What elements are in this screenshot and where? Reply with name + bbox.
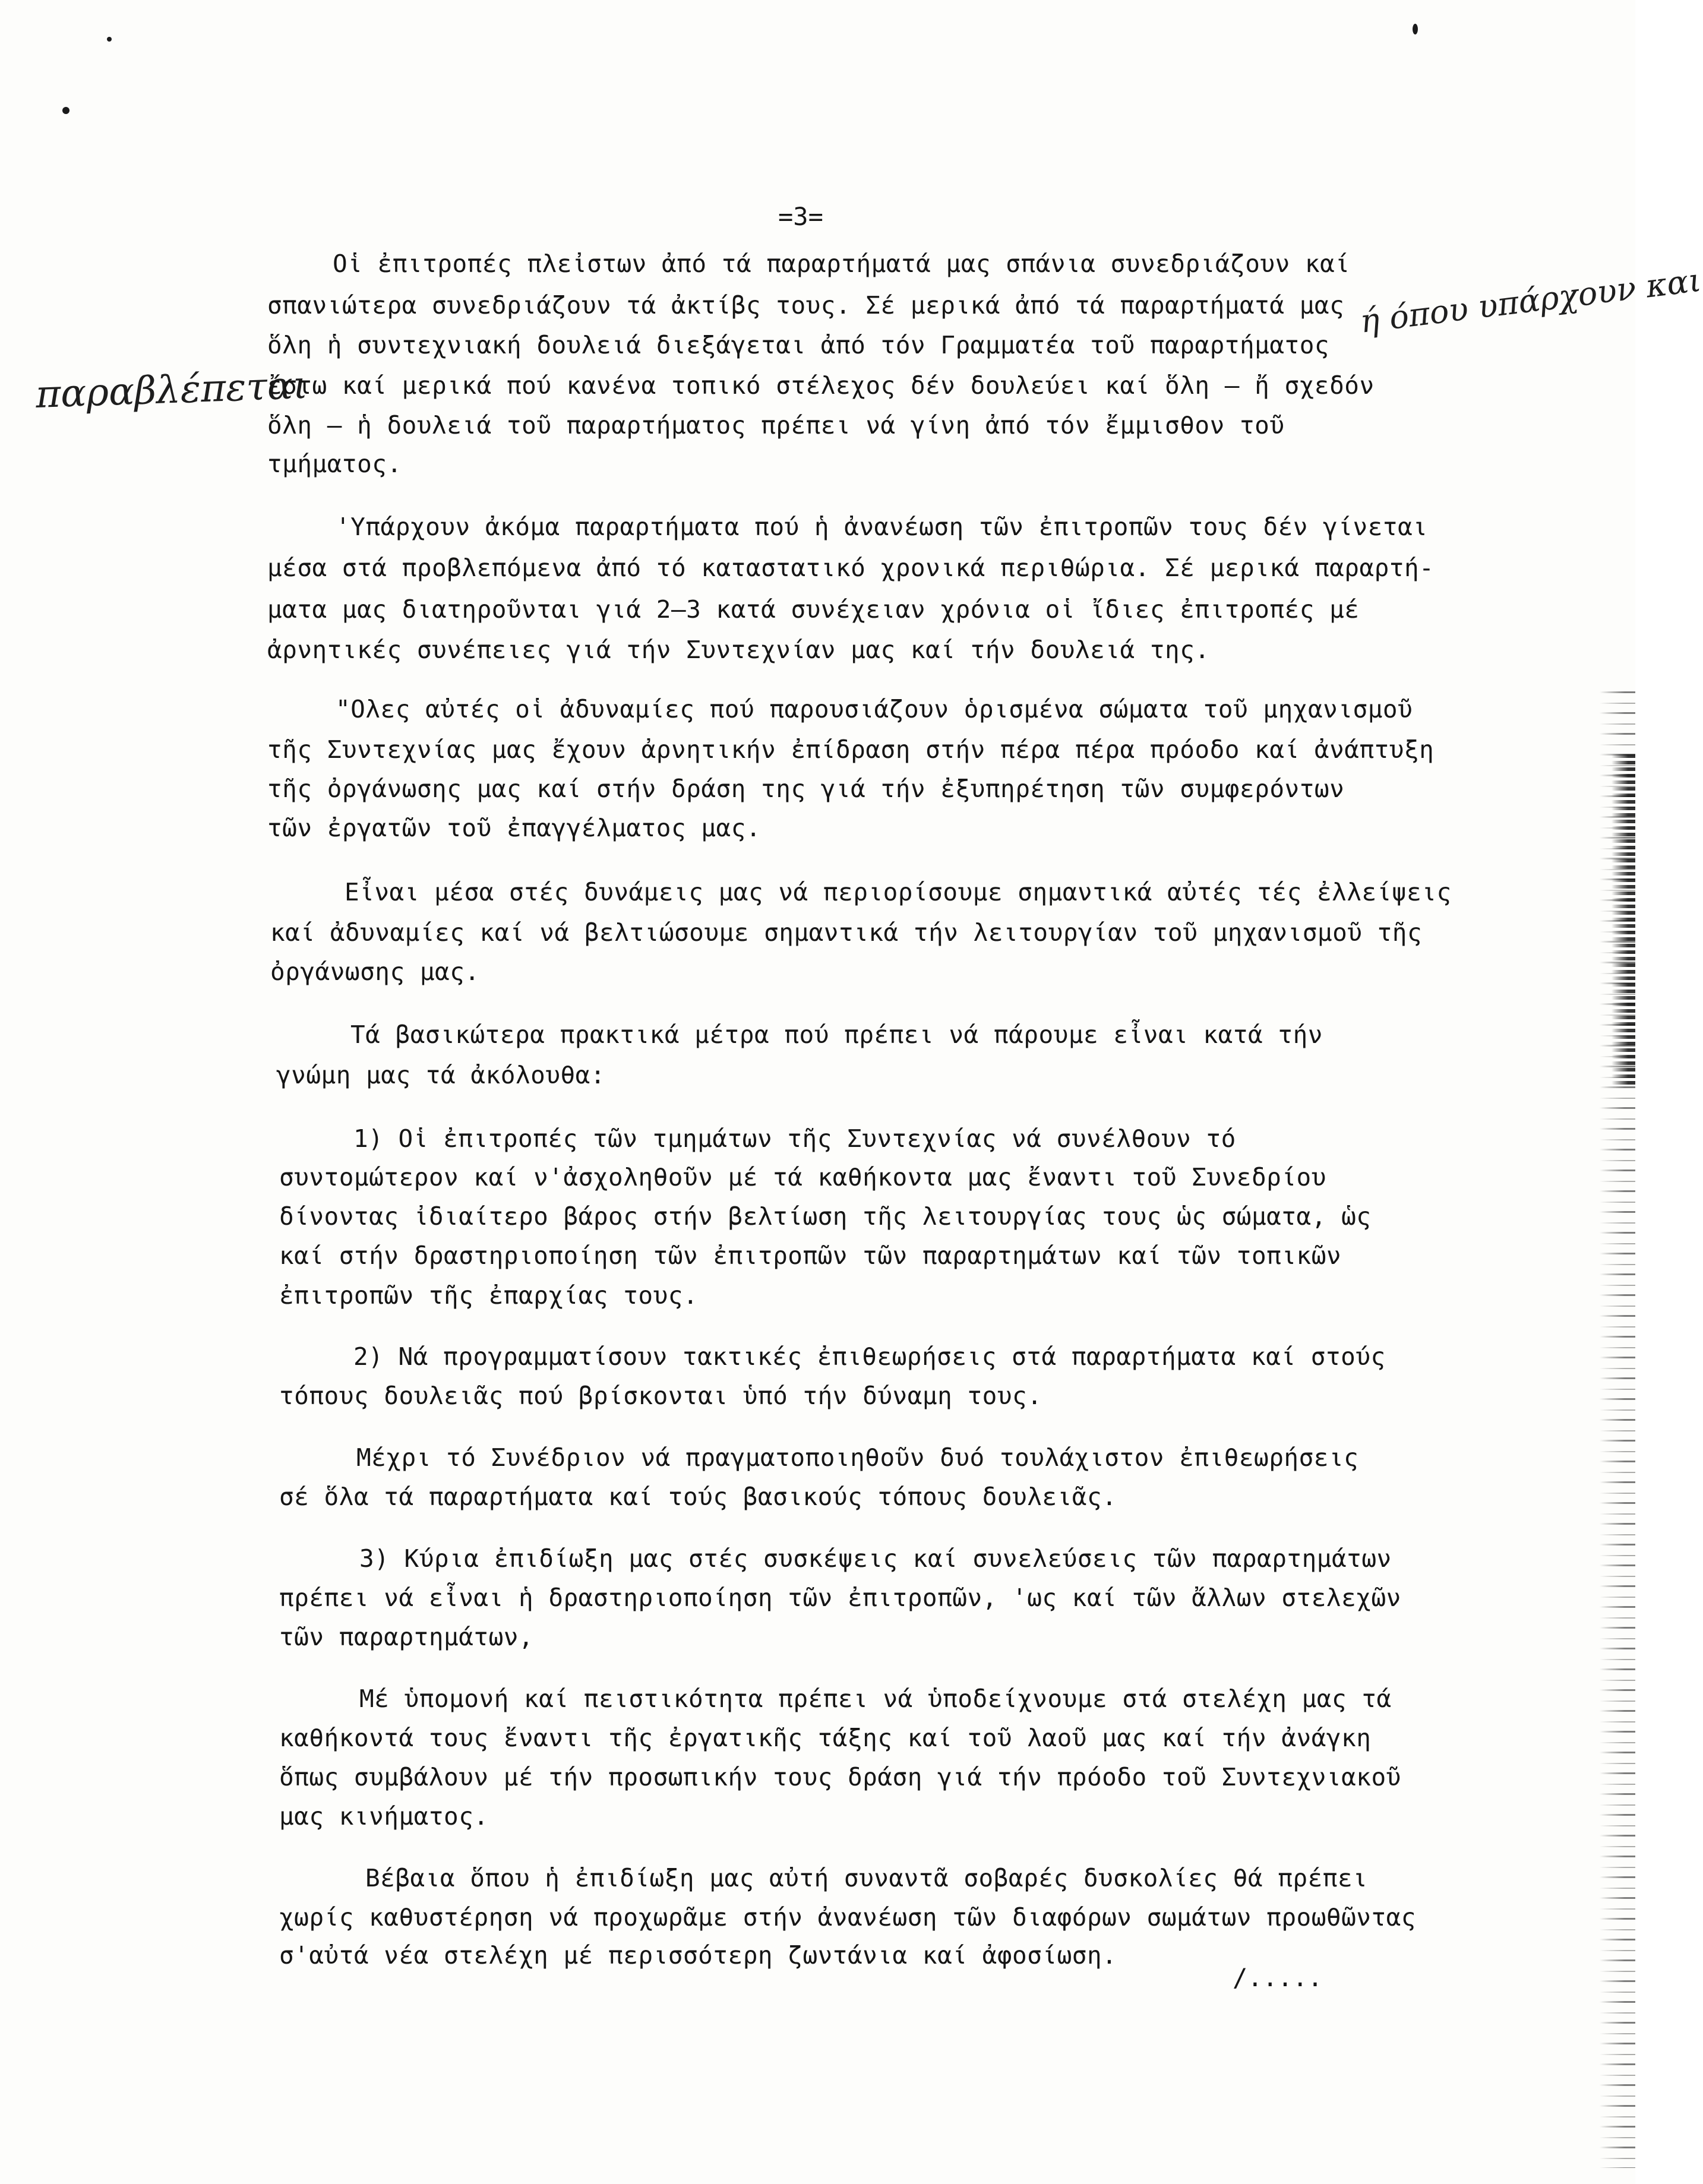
text-line: τόπους δουλειᾶς πού βρίσκονται ὑπό τήν δύναμη τους.	[279, 1382, 1042, 1410]
text-line: Μέ ὑπομονή καί πειστικότητα πρέπει νά ὑποδείχνουμε στά στελέχη μας τά	[359, 1684, 1392, 1713]
text-line: καθήκοντά τους ἔναντι τῆς ἐργατικῆς τάξης καί τοῦ λαοῦ μας καί τήν ἀνάγκη	[279, 1724, 1372, 1752]
text-line: μας κινήματος.	[279, 1802, 489, 1831]
text-line: 3) Κύρια ἐπιδίωξη μας στές συσκέψεις καί συνελεύσεις τῶν παραρτημάτων	[359, 1544, 1392, 1573]
handwritten-margin-note: παραβλέπεται	[34, 364, 309, 417]
scan-speck	[62, 107, 69, 114]
text-line: καί ἀδυναμίες καί νά βελτιώσουμε σημαντικά τήν λειτουργίαν τοῦ μηχανισμοῦ τῆς	[270, 918, 1423, 947]
text-line: ὅλη ἡ συντεχνιακή δουλειά διεξάγεται ἀπό τόν Γραμματέα τοῦ παραρτήματος	[267, 331, 1330, 359]
text-line: πρέπει νά εἶναι ἡ δραστηριοποίηση τῶν ἐπιτροπῶν, 'ως καί τῶν ἄλλων στελεχῶν	[279, 1584, 1401, 1612]
text-line: Τά βασικώτερα πρακτικά μέτρα πού πρέπει νά πάρουμε εἶναι κατά τήν	[350, 1020, 1323, 1049]
text-line: ματα μας διατηροῦνται γιά 2–3 κατά συνέχειαν χρόνια οἱ ἴδιες ἐπιτροπές μέ	[267, 595, 1360, 624]
text-line: καί στήν δραστηριοποίηση τῶν ἐπιτροπῶν τῶν παραρτημάτων καί τῶν τοπικῶν	[279, 1241, 1342, 1270]
text-line: χωρίς καθυστέρηση νά προχωρᾶμε στήν ἀνανέωση τῶν διαφόρων σωμάτων προωθῶντας	[279, 1903, 1416, 1932]
text-line: γνώμη μας τά ἀκόλουθα:	[276, 1061, 606, 1089]
text-line: ὀργάνωσης μας.	[270, 957, 480, 986]
text-line: ἔστω καί μερικά πού κανένα τοπικό στέλεχος δέν δουλεύει καί ὅλη – ἤ σχεδόν	[267, 371, 1375, 400]
text-line: δίνοντας ἰδιαίτερο βάρος στήν βελτίωση τῆς λειτουργίας τους ὡς σώματα, ὡς	[279, 1202, 1372, 1231]
text-line: σ'αὐτά νέα στελέχη μέ περισσότερη ζωντάνια καί ἀφοσίωση.	[279, 1941, 1117, 1970]
scan-edge-noise	[1612, 754, 1635, 1087]
text-line: ἐπιτροπῶν τῆς ἐπαρχίας τους.	[279, 1281, 699, 1310]
continuation-mark: /.....	[1233, 1963, 1323, 1992]
text-line: μέσα στά προβλεπόμενα ἀπό τό καταστατικό χρονικά περιθώρια. Σέ μερικά παραρτή-	[267, 554, 1435, 582]
text-line: ἀρνητικές συνέπειες γιά τήν Συντεχνίαν μας καί τήν δουλειά της.	[267, 636, 1210, 664]
text-line: Οἱ ἐπιτροπές πλεἰστων ἀπό τά παραρτήματά μας σπάνια συνεδριάζουν καί	[333, 249, 1350, 278]
text-line: 'Υπάρχουν ἀκόμα παραρτήματα πού ἡ ἀνανέωση τῶν ἐπιτροπῶν τους δέν γίνεται	[336, 513, 1428, 541]
page-number: =3=	[778, 202, 823, 231]
text-line: Μέχρι τό Συνέδριον νά πραγματοποιηθοῦν δυό τουλάχιστον ἐπιθεωρήσεις	[356, 1443, 1359, 1472]
text-line: σπανιώτερα συνεδριάζουν τά ἀκτίβς τους. Σέ μερικά ἀπό τά παραρτήματά μας	[267, 291, 1345, 320]
handwritten-inline-note: ή όπου υπάρχουν και	[1358, 261, 1703, 340]
text-line: 2) Νά προγραμματίσουν τακτικές ἐπιθεωρήσεις στά παραρτήματα καί στούς	[353, 1342, 1386, 1371]
text-line: συντομώτερον καί ν'ἀσχοληθοῦν μέ τά καθήκοντα μας ἔναντι τοῦ Συνεδρίου	[279, 1163, 1326, 1191]
text-line: ὅπως συμβάλουν μέ τήν προσωπικήν τους δράση γιά τήν πρόοδο τοῦ Συντεχνιακοῦ	[279, 1763, 1401, 1791]
scan-speck	[1413, 24, 1418, 34]
text-line: τμήματος.	[267, 450, 402, 478]
text-line: 1) Οἱ ἐπιτροπές τῶν τμημάτων τῆς Συντεχνίας νά συνέλθουν τό	[353, 1124, 1236, 1153]
text-line: ὅλη – ἡ δουλειά τοῦ παραρτήματος πρέπει νά γίνη ἀπό τόν ἔμμισθον τοῦ	[267, 411, 1285, 440]
text-line: Εἶναι μέσα στές δυνάμεις μας νά περιορίσουμε σημαντικά αὐτές τές ἐλλείψεις	[345, 878, 1452, 906]
scan-speck	[107, 37, 112, 42]
text-line: τῶν ἐργατῶν τοῦ ἐπαγγέλματος μας.	[267, 814, 762, 842]
text-line: σέ ὅλα τά παραρτήματα καί τούς βασικούς τόπους δουλειᾶς.	[279, 1483, 1117, 1511]
text-line: τῆς ὀργάνωσης μας καί στήν δράση της γιά τήν ἐξυπηρέτηση τῶν συμφερόντων	[267, 775, 1345, 803]
text-line: "Ολες αὐτές οἱ ἀδυναμίες πού παρουσιάζουν ὁρισμένα σώματα τοῦ μηχανισμοῦ	[336, 695, 1413, 723]
text-line: Βέβαια ὅπου ἡ ἐπιδίωξη μας αὐτή συναντᾶ σοβαρές δυσκολίες θά πρέπει	[365, 1864, 1368, 1892]
text-line: τῶν παραρτημάτων,	[279, 1623, 534, 1651]
text-line: τῆς Συντεχνίας μας ἔχουν ἀρνητικήν ἐπίδραση στήν πέρα πέρα πρόοδο καί ἀνάπτυξη	[267, 735, 1435, 764]
